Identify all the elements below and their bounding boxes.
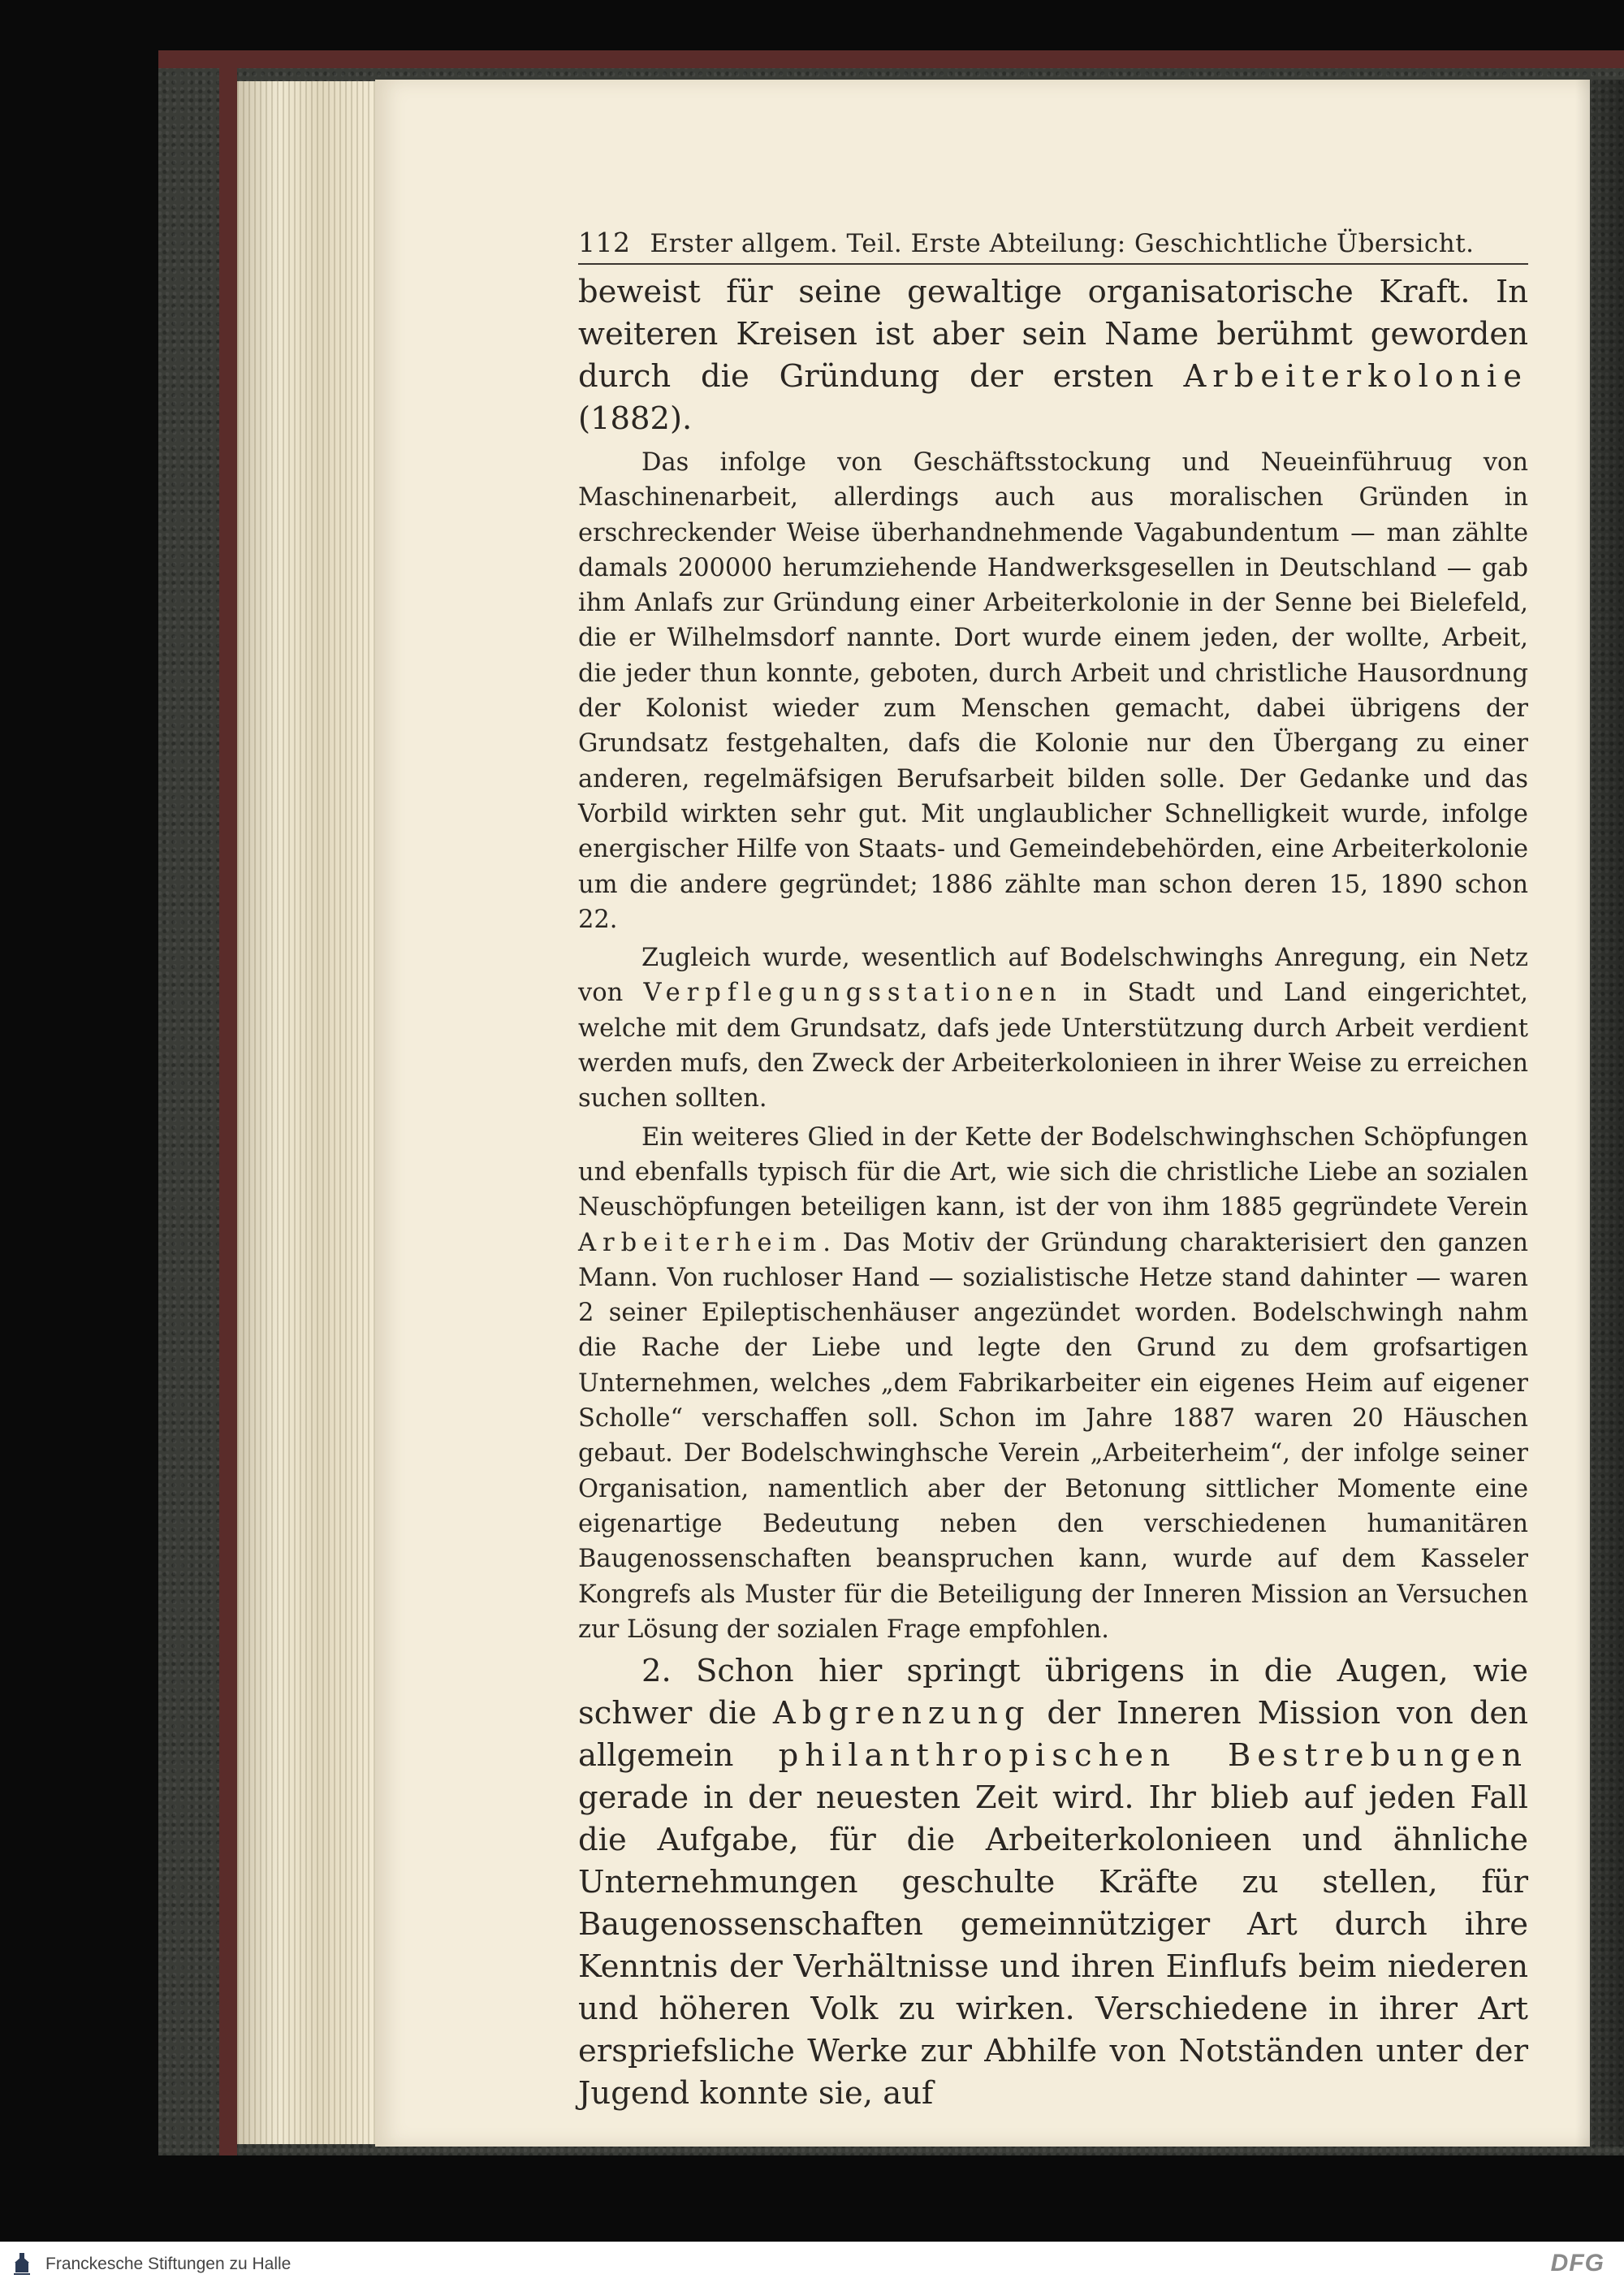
paragraph-3 — [578, 940, 1528, 1116]
running-head — [578, 223, 1528, 265]
cover-edge-top — [158, 50, 1624, 68]
spine-shadow — [1575, 80, 1624, 2147]
paragraph-4 — [578, 1120, 1528, 1647]
paragraph-3-end: in Stadt und Land eingerichtet, welche mit dem Grundsatz, dafs jede Unterstützung durch Arbeit verdient werden mufs, den Zweck der Arbeiterkolonieen in ihrer Weise zu erreichen suchen sollten. — [578, 979, 1529, 1113]
emphasis-philanthropischen: philanthropischen Bestrebungen — [778, 1737, 1528, 1775]
emphasis-abgrenzung: Abgrenzung — [772, 1695, 1031, 1732]
paragraph-1-end: (1882). — [578, 400, 693, 437]
cover-edge-left — [219, 68, 237, 2155]
paragraph-5 — [578, 1650, 1528, 2115]
institution-name: Franckesche Stiftungen zu Halle — [45, 2255, 292, 2273]
paragraph-1-text: beweist für seine gewaltige organisatorische Kraft. In weiteren Kreisen ist aber sein Name berühmt geworden durch die Gründung der ersten — [578, 274, 1528, 395]
institution-logo-icon — [11, 2251, 32, 2276]
emphasis-arbeiterheim: Arbeiterheim — [578, 1228, 823, 1257]
page-number: 112 — [578, 227, 631, 258]
paragraph-3-text: Zugleich wurde, wesentlich auf Bodelschwinghs Anregung, ein Netz von — [578, 944, 1528, 1008]
paragraph-5-mid: der Inneren Mission von den allgemein — [578, 1695, 1528, 1775]
paragraph-4-text: Ein weiteres Glied in der Kette der Bodelschwinghschen Schöpfungen und ebenfalls typisch für die Art, wie sich die christliche Liebe an sozialen Neuschöpfungen beteiligen kann, ist der von ihm 1885 gegründete Verein — [578, 1122, 1528, 1222]
emphasis-verpflegungsstationen: Verpflegungsstationen — [643, 979, 1063, 1008]
running-title: Erster allgem. Teil. Erste Abteilung: Geschichtliche Übersicht. — [650, 229, 1475, 258]
dfg-logo: DFG — [1550, 2250, 1605, 2277]
paragraph-4-end: . Das Motiv der Gründung charakterisiert den ganzen Mann. Von ruchloser Hand — sozialistische Hetze stand dahinter — waren 2 seiner Epileptischenhäuser angezündet worden. Bodelschwingh nahm die Rache der Liebe und legte den Grund zu dem grofsartigen Unternehmen, welches „dem Fabrikarbeiter ein eigenes Heim auf eigener Scholle“ verschaffen soll. Schon im Jahre 1887 waren 20 Häuschen gebaut. Der Bodelschwinghsche Verein „Arbeiterheim“, der infolge seiner Organisation, namentlich aber der Betonung sittlicher Momente eine eigenartige Bedeutung neben den verschiedenen humanitären Baugenossenschaften beanspruchen kann, wurde auf dem Kasseler Kongrefs als Muster für die Beteiligung der Inneren Mission an Versuchen zur Lösung der sozialen Frage empfohlen. — [578, 1228, 1528, 1644]
page-stack-edge — [237, 81, 375, 2144]
paragraph-5-end: gerade in der neuesten Zeit wird. Ihr blieb auf jeden Fall die Aufgabe, für die Arbeiterkolonieen und ähnliche Unternehmungen geschulte Kräfte zu stellen, für Baugenossenschaften gemeinnütziger Art durch ihre Kenntnis der Verhältnisse und ihren Einflufs beim niederen und höheren Volk zu wirken. Verschiedene in ihrer Art erspriefsliche Werke zur Abhilfe von Notständen unter der Jugend konnte sie, auf — [578, 1779, 1528, 2112]
emphasis-arbeiterkolonie: Arbeiterkolonie — [1183, 358, 1528, 395]
paragraph-1 — [578, 271, 1528, 440]
paragraph-2: Das infolge von Geschäftsstockung und Neueinführuug von Maschinenarbeit, allerdings auch aus moralischen Gründen in erschreckender Weise überhandnehmende Vagabundentum — man zählte damals 200000 herumziehende Handwerksgesellen in Deutschland — gab ihm Anlafs zur Gründung einer Arbeiterkolonie in der Senne bei Bielefeld, die er Wilhelmsdorf nannte. Dort wurde einem jeden, der wollte, Arbeit, die jeder thun konnte, geboten, durch Arbeit und christliche Hausordnung der Kolonist wieder zum Menschen gemacht, dabei übrigens der Grundsatz festgehalten, dafs die Kolonie nur den Übergang zu einer anderen, regelmäfsigen Berufsarbeit bilden solle. Der Gedanke und das Vorbild wirkten sehr gut. Mit unglaublicher Schnelligkeit wurde, infolge energischer Hilfe von Staats- und Gemeindebehörden, eine Arbeiterkolonie um die andere gegründet; 1886 zählte man schon deren 15, 1890 schon 22. — [578, 448, 1528, 934]
paragraph-5-text: 2. Schon hier springt übrigens in die Augen, wie schwer die — [578, 1653, 1528, 1732]
body-text — [578, 271, 1528, 2115]
